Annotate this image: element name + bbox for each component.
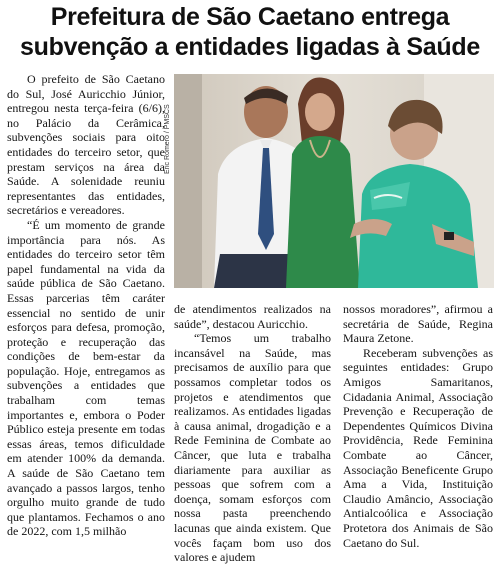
photo-illustration xyxy=(174,74,494,288)
paragraph-mayor-end: de atendimentos realizados na saúde”, destacou Auricchio. xyxy=(174,302,331,331)
headline-line-1: Prefeitura de São Caetano entrega xyxy=(50,3,450,31)
article-column-2 xyxy=(174,302,331,565)
paragraph-entities-list: Receberam subvenções as seguintes entidades: Grupo Amigos Samaritanos, Cidadania Animal, Associação Prevenção e Recuperação de Dependentes Químicos Divina Providência, Rede Feminina Combate ao Câncer, Associação Beneficente Grupo Ama a Vida, Instituição Claudio Amâncio, Associação Antialcoólica e Associação Protetora dos Animais de São Caetano do Sul. xyxy=(343,345,493,550)
article-column-3 xyxy=(343,302,493,550)
article-photo xyxy=(174,74,494,288)
paragraph-intro: O prefeito de São Caetano do Sul, José Auricchio Júnior, entregou nesta terça-feira (6/6), no Palácio da Cerâmica, subvenções sociais para oito entidades do terceiro setor, que prestam serviços na área da Saúde. A solenidade reuniu representantes das entidades, secretários e vereadores. xyxy=(7,72,165,218)
headline-line-2: subvenção a entidades ligadas à Saúde xyxy=(20,33,480,61)
paragraph-quote-secretary: “Temos um trabalho incansável na Saúde, mas precisamos de auxílio para que possamos completar todos os projetos e atendimentos que realizamos. As entidades ligadas à causa animal, drogadição e a Rede Feminina de Combate ao Câncer, que luta e trabalha diariamente para auxiliar as pessoas que sofrem com a doença, somam esforços com nossa pasta preenchendo lacunas que ainda existem. Que vocês façam bom uso dos valores e ajudem xyxy=(174,331,331,565)
paragraph-quote-mayor: “É um momento de grande importância para nós. As entidades do terceiro setor têm papel fundamental na vida da saúde pública de São Caetano. Essas parcerias têm caráter essencial no sentido de unir esforços para defesa, promoção, proteção e recuperação das condições de bem-estar da população. Hoje, entregamos as subvenções a entidades que trabalham com temas importantes e, embora o Poder Público esteja presente em todas essas áreas, temos dificuldade em atender 100% da demanda. A saúde de São Caetano tem avançado a passos largos, tenho orgulho muito grande de tudo que plantamos. Fechamos o ano de 2022, com 1,5 milhão xyxy=(7,217,165,539)
photo-credit xyxy=(162,74,174,288)
paragraph-secretary-end: nossos moradores”, afirmou a secretária de Saúde, Regina Maura Zetone. xyxy=(343,302,493,346)
headline xyxy=(0,2,500,62)
article-column-1 xyxy=(7,72,165,539)
photo-credit-text: Eric Romero / PMSCS xyxy=(164,104,171,174)
